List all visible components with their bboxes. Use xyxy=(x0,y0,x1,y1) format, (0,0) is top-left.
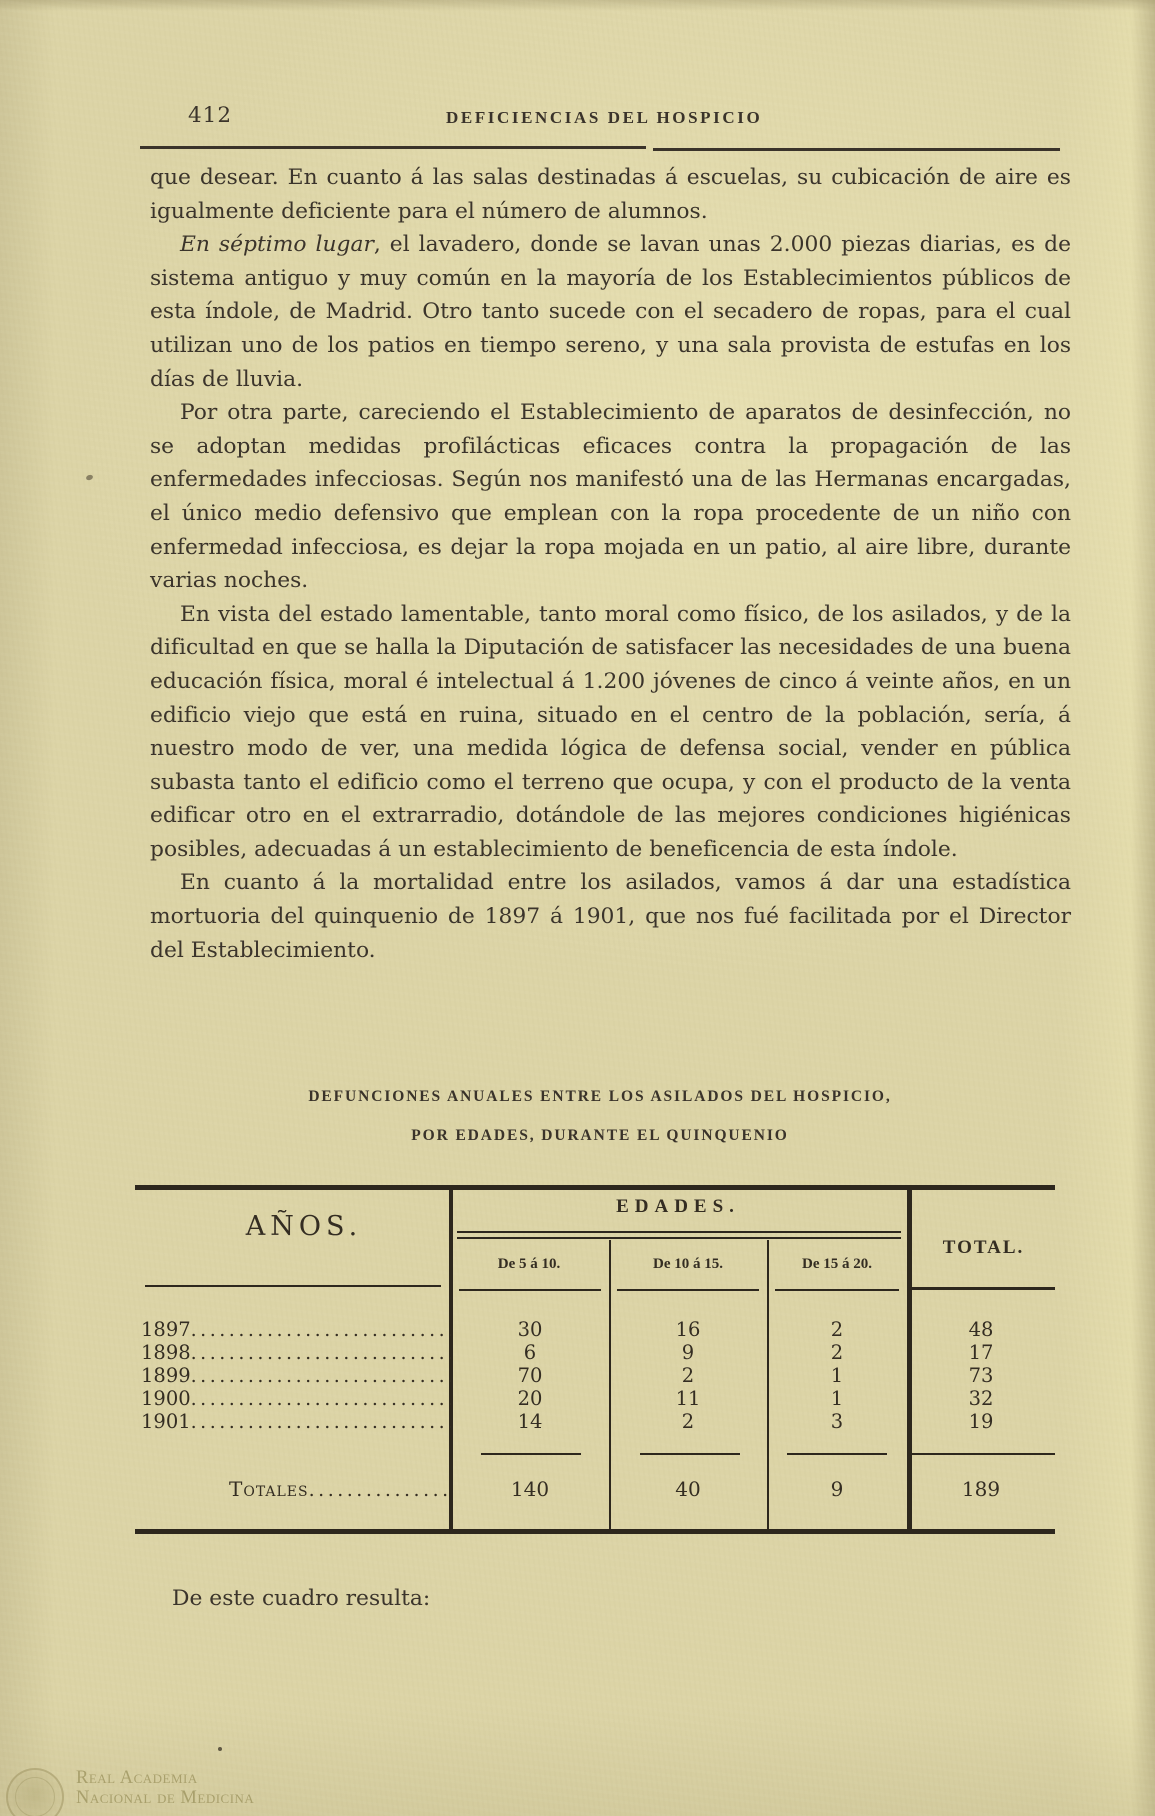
year-cell xyxy=(135,1341,451,1364)
paragraph-5: En cuanto á la mortalidad entre los asilados, vamos á dar una estadística mortuoria del quinquenio de 1897 á 1901, que nos fué facilitada por el Director del Establecimiento. xyxy=(150,870,1071,963)
academy-seal-icon xyxy=(6,1768,64,1816)
year-label: 1900 xyxy=(141,1387,191,1410)
table-rule-under-age-2 xyxy=(617,1289,759,1291)
value-cell: 2 xyxy=(830,1318,844,1341)
header-rule-right xyxy=(653,148,1060,151)
dot-leader xyxy=(309,1477,447,1501)
library-watermark xyxy=(6,1768,254,1816)
column-header-age-10-15: De 10 á 15. xyxy=(653,1256,723,1272)
table-rule-above-total-3 xyxy=(787,1453,887,1455)
table-double-rule-upper xyxy=(457,1231,901,1233)
table-rule-bottom xyxy=(135,1529,1055,1534)
dot-leader xyxy=(191,1364,451,1387)
closing-line: De este cuadro resulta: xyxy=(172,1586,431,1611)
year-label: 1897 xyxy=(141,1318,191,1341)
running-title: DEFICIENCIAS DEL HOSPICIO xyxy=(446,108,763,127)
table-double-rule-lower xyxy=(457,1237,901,1239)
value-cell: 1 xyxy=(830,1387,844,1410)
mortality-table xyxy=(135,1185,1055,1535)
dot-leader xyxy=(191,1341,451,1364)
watermark-line2: Nacional de Medicina xyxy=(76,1788,255,1808)
year-label: 1899 xyxy=(141,1364,191,1387)
header-rule-left xyxy=(140,146,646,149)
totals-value-cell: 9 xyxy=(830,1477,844,1501)
paragraph-1: que desear. En cuanto á las salas destinadas á escuelas, su cubicación de aire es igualmente deficiente para el número de alumnos. xyxy=(150,165,1071,224)
totals-label: Totales xyxy=(229,1477,309,1501)
table-caption-line1: DEFUNCIONES ANUALES ENTRE LOS ASILADOS DEL HOSPICIO, xyxy=(308,1088,892,1105)
dot-leader xyxy=(191,1410,451,1433)
table-rule-under-years-header xyxy=(145,1285,441,1287)
value-cell: 70 xyxy=(517,1364,543,1387)
totals-value-cell: 40 xyxy=(675,1477,701,1501)
year-cell xyxy=(135,1318,451,1341)
table-row xyxy=(135,1364,1055,1387)
value-cell: 2 xyxy=(681,1410,695,1433)
table-row xyxy=(135,1387,1055,1410)
column-header-age-5-10: De 5 á 10. xyxy=(497,1256,561,1272)
table-rule-top xyxy=(135,1185,1055,1190)
value-cell: 1 xyxy=(830,1364,844,1387)
totals-value-cell: 140 xyxy=(510,1477,550,1501)
value-cell: 11 xyxy=(675,1387,701,1410)
total-cell: 73 xyxy=(968,1364,994,1387)
value-cell: 6 xyxy=(523,1341,537,1364)
column-header-total: TOTAL. xyxy=(942,1237,1025,1258)
table-rule-under-total-header xyxy=(912,1287,1055,1290)
table-rule-above-total-1 xyxy=(481,1453,581,1455)
body-text xyxy=(150,161,1071,967)
value-cell: 2 xyxy=(681,1364,695,1387)
total-cell: 17 xyxy=(968,1341,994,1364)
column-header-age-15-20: De 15 á 20. xyxy=(802,1256,872,1272)
value-cell: 9 xyxy=(681,1341,695,1364)
watermark-line1: Real Academia xyxy=(76,1768,198,1788)
value-cell: 16 xyxy=(675,1318,701,1341)
table-row xyxy=(135,1410,1055,1433)
total-cell: 32 xyxy=(968,1387,994,1410)
page-number: 412 xyxy=(188,103,233,128)
paragraph-2-rest: , el lavadero, donde se lavan unas 2.000 piezas diarias, es de sistema antiguo y muy común en la mayoría de los Establecimientos públicos de esta índole, de Madrid. Otro tanto sucede con el secadero de ropas, para el cual utilizan uno de los patios en tiempo sereno, y una sala provista de estufas en los días de lluvia. xyxy=(150,232,1072,392)
totals-label-wrap xyxy=(229,1477,447,1501)
value-cell: 20 xyxy=(517,1387,543,1410)
paragraph-4: En vista del estado lamentable, tanto moral como físico, de los asilados, y de la dificultad en que se halla la Diputación de satisfacer las necesidades de una buena educación física, moral é intelectual á 1.200 jóvenes de cinco á veinte años, en un edificio viejo que está en ruina, situado en el centro de la población, sería, á nuestro modo de ver, una medida lógica de defensa social, vender en pública subasta tanto el edificio como el terreno que ocupa, y con el producto de la venta edificar otro en el extrarradio, dotándole de las mejores condiciones higiénicas posibles, adecuadas á un establecimiento de beneficencia de esta índole. xyxy=(150,601,1071,862)
table-caption-line2: POR EDADES, DURANTE EL QUINQUENIO xyxy=(411,1127,789,1144)
table-row xyxy=(135,1341,1055,1364)
year-cell xyxy=(135,1410,451,1433)
value-cell: 14 xyxy=(517,1410,543,1433)
italic-lead: En séptimo lugar xyxy=(180,232,374,258)
year-cell xyxy=(135,1387,451,1410)
value-cell: 30 xyxy=(517,1318,543,1341)
totals-row xyxy=(135,1477,1055,1501)
year-cell xyxy=(135,1364,451,1387)
table-rule-under-age-1 xyxy=(459,1289,601,1291)
paragraph-2 xyxy=(150,228,1071,396)
total-cell: 19 xyxy=(968,1410,994,1433)
dot-leader xyxy=(191,1318,451,1341)
value-cell: 3 xyxy=(830,1410,844,1433)
grand-total-cell: 189 xyxy=(961,1477,1001,1501)
paragraph-3: Por otra parte, careciendo el Establecimiento de aparatos de desinfección, no se adoptan medidas profilácticas eficaces contra la propagación de las enfermedades infecciosas. Según nos manifestó una de las Hermanas encargadas, el único medio defensivo que emplean con la ropa procedente de un niño con enfermedad infecciosa, es dejar la ropa mojada en un patio, al aire libre, durante varias noches. xyxy=(150,400,1071,594)
table-rule-above-total-2 xyxy=(640,1453,740,1455)
column-header-ages-group: EDADES. xyxy=(616,1196,740,1217)
table-row xyxy=(135,1318,1055,1341)
dot-leader xyxy=(191,1387,451,1410)
table-rule-under-age-3 xyxy=(775,1289,899,1291)
total-cell: 48 xyxy=(968,1318,994,1341)
margin-ink-mark xyxy=(85,474,93,481)
watermark-text xyxy=(76,1768,254,1808)
year-label: 1898 xyxy=(141,1341,191,1364)
ink-speck xyxy=(218,1747,222,1751)
year-label: 1901 xyxy=(141,1410,191,1433)
column-header-years: AÑOS. xyxy=(245,1211,363,1242)
value-cell: 2 xyxy=(830,1341,844,1364)
table-rule-above-grand-total xyxy=(912,1453,1055,1455)
totals-label-cell xyxy=(135,1477,451,1501)
table-body xyxy=(135,1318,1055,1433)
